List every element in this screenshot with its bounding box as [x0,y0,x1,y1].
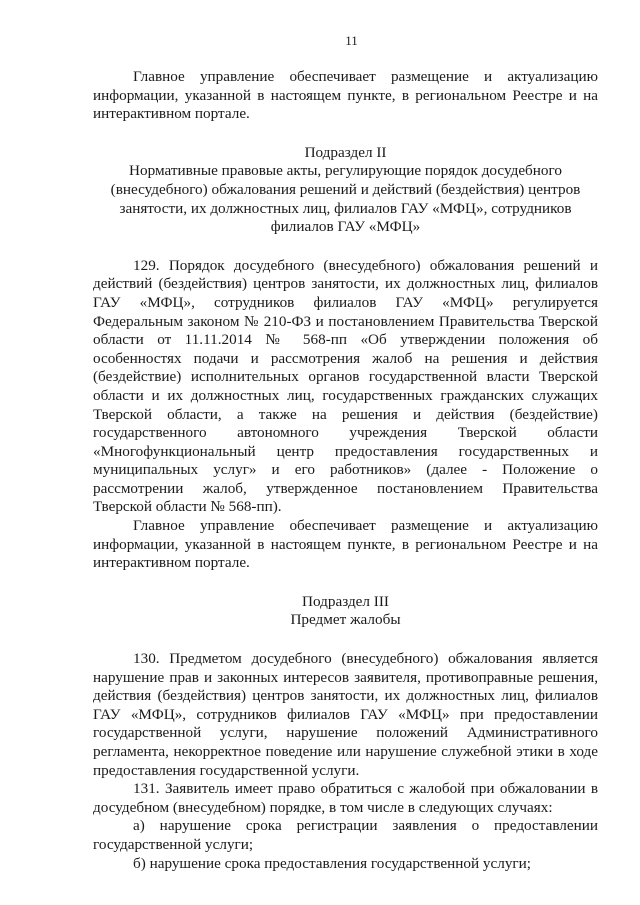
subsection-3-title: Подраздел III [302,592,389,610]
subsection-3-heading: Предмет жалобы [290,611,401,629]
paragraph-responsibility-2: Главное управление обеспечивает размещение и актуализацию информации, указанной в настоящем пункте, в региональном Реестре и на интерактивном портале. [93,517,598,572]
subsection-3-header [93,593,598,630]
list-item-b: б) нарушение срока предоставления государственной услуги; [133,854,531,872]
paragraph-129: 129. Порядок досудебного (внесудебного) обжалования решений и действий (бездействия) центров занятости, их должностных лиц, филиалов ГАУ «МФЦ», сотрудников филиалов ГАУ «МФЦ» регулируется Федеральным законом № 210-ФЗ и постановлением Правительства Тверской области от 11.11.2014 № 568-пп «Об утверждении положения об особенностях подачи и рассмотрения жалоб на решения и действия (бездействие) исполнительных органов государственной власти Тверской области и их должностных лиц, государственных гражданских служащих Тверской области, а также на решения и действия (бездействие) государственного автономного учреждения Тверской области «Многофункциональный центр предоставления государственных и муниципальных услуг» и его работников» (далее - Положение о рассмотрении жалоб, утвержденное постановлением Правительства Тверской области № 568-пп). [93,256,598,516]
page-number: 11 [345,33,358,48]
subsection-2-heading: Нормативные правовые акты, регулирующие порядок досудебного (внесудебного) обжалования решений и действий (бездействия) центров занятости, их должностных лиц, филиалов ГАУ «МФЦ», сотрудников филиалов ГАУ «МФЦ» [110,162,581,236]
paragraph-responsibility-1: Главное управление обеспечивает размещение и актуализацию информации, указанной в настоящем пункте, в региональном Реестре и на интерактивном портале. [93,68,598,123]
paragraph-130: 130. Предметом досудебного (внесудебного) обжалования является нарушение прав и законных интересов заявителя, противоправные решения, действия (бездействия) центров занятости, их должностных лиц, филиалов ГАУ «МФЦ», сотрудников филиалов ГАУ «МФЦ» при предоставлении государственной услуги, нарушение положений Административного регламента, некорректное поведение или нарушение служебной этики в ходе предоставления государственной услуги. [93,650,598,779]
subsection-2-header [93,144,598,237]
list-item-a: а) нарушение срока регистрации заявления о предоставлении государственной услуги; [93,817,598,853]
paragraph-131: 131. Заявитель имеет право обратиться с жалобой при обжаловании в досудебном (внесудебном) порядке, в том числе в следующих случаях: [93,780,598,816]
subsection-2-title: Подраздел II [304,143,387,161]
